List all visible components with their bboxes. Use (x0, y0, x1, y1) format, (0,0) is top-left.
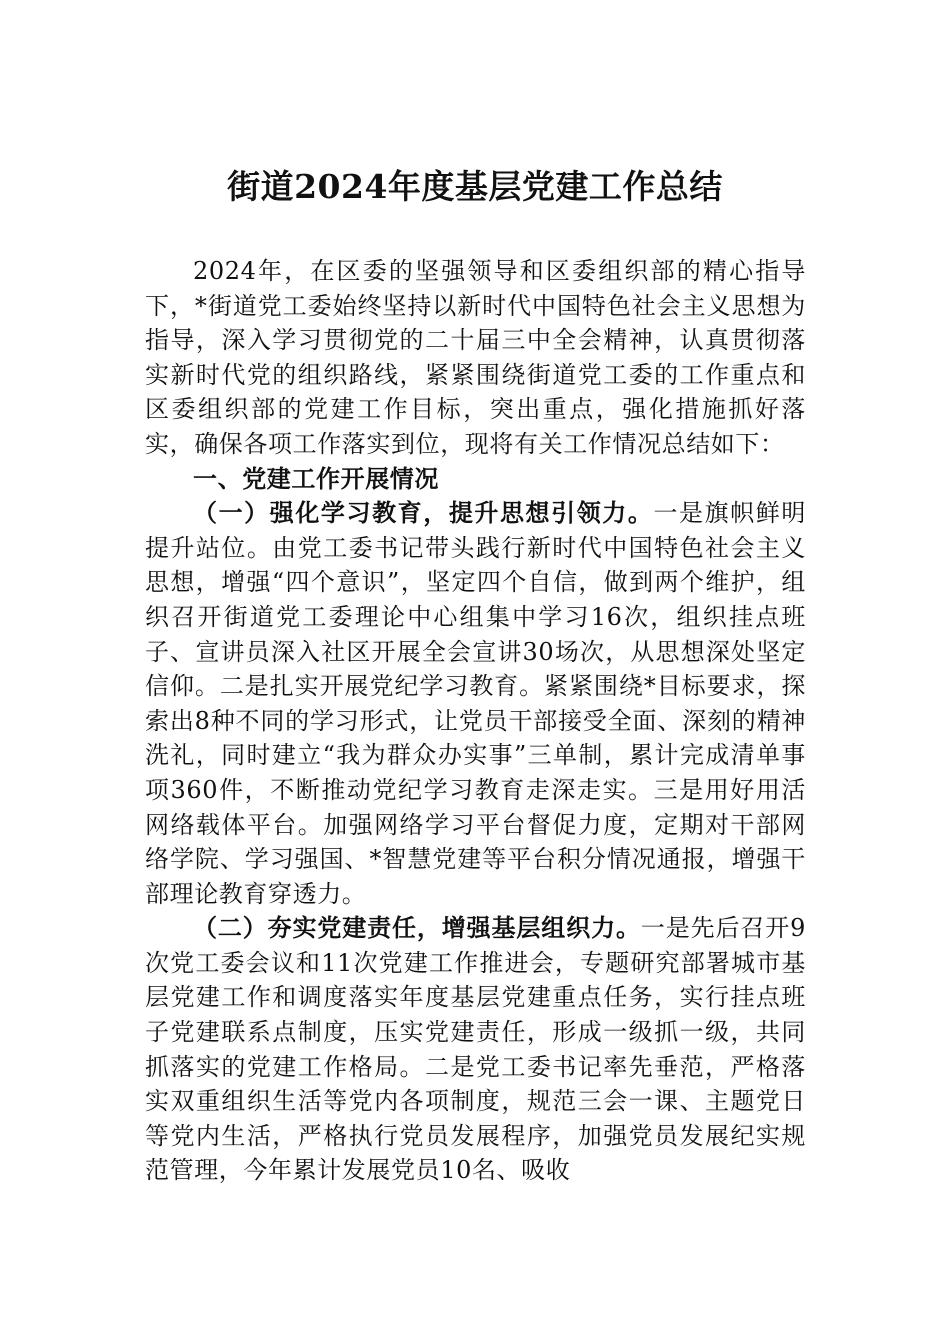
document-body (145, 254, 806, 1188)
paragraph-2-lead: （二）夯实党建责任，增强基层组织力。 (193, 913, 641, 943)
section-heading-1: 一、党建工作开展情况 (193, 464, 439, 493)
paragraph-1 (145, 496, 806, 911)
paragraph-2 (145, 911, 806, 1188)
paragraph-2-text: 一是先后召开9次党工委会议和11次党建工作推进会，专题研究部署城市基层党建工作和调度落实年度基层党建重点任务，实行挂点班子党建联系点制度，压实党建责任，形成一级抓一级，共同抓落实的党建工作格局。二是党工委书记率先垂范，严格落实双重组织生活等党内各项制度，规范三会一课、主题党日等党内生活，严格执行党员发展程序，加强党员发展纪实规范管理，今年累计发展党员10名、吸收 (145, 914, 806, 1185)
intro-paragraph: 2024年，在区委的坚强领导和区委组织部的精心指导下，*街道党工委始终坚持以新时代中国特色社会主义思想为指导，深入学习贯彻党的二十届三中全会精神，认真贯彻落实新时代党的组织路线，紧紧围绕街道党工委的工作重点和区委组织部的党建工作目标，突出重点，强化措施抓好落实，确保各项工作落实到位，现将有关工作情况总结如下： (145, 257, 806, 458)
document-title: 街道2024年度基层党建工作总结 (227, 167, 723, 206)
paragraph-1-text: 一是旗帜鲜明提升站位。由党工委书记带头践行新时代中国特色社会主义思想，增强“四个意识”，坚定四个自信，做到两个维护，组织召开街道党工委理论中心组集中学习16次，组织挂点班子、宣讲员深入社区开展全会宣讲30场次，从思想深处坚定信仰。二是扎实开展党纪学习教育。紧紧围绕*目标要求，探索出8种不同的学习形式，让党员干部接受全面、深刻的精神洗礼，同时建立“我为群众办实事”三单制，累计完成清单事项360件，不断推动党纪学习教育走深走实。三是用好用活网络载体平台。加强网络学习平台督促力度，定期对干部网络学院、学习强国、*智慧党建等平台积分情况通报，增强干部理论教育穿透力。 (145, 499, 806, 908)
paragraph-1-lead: （一）强化学习教育，提升思想引领力。 (193, 498, 654, 528)
